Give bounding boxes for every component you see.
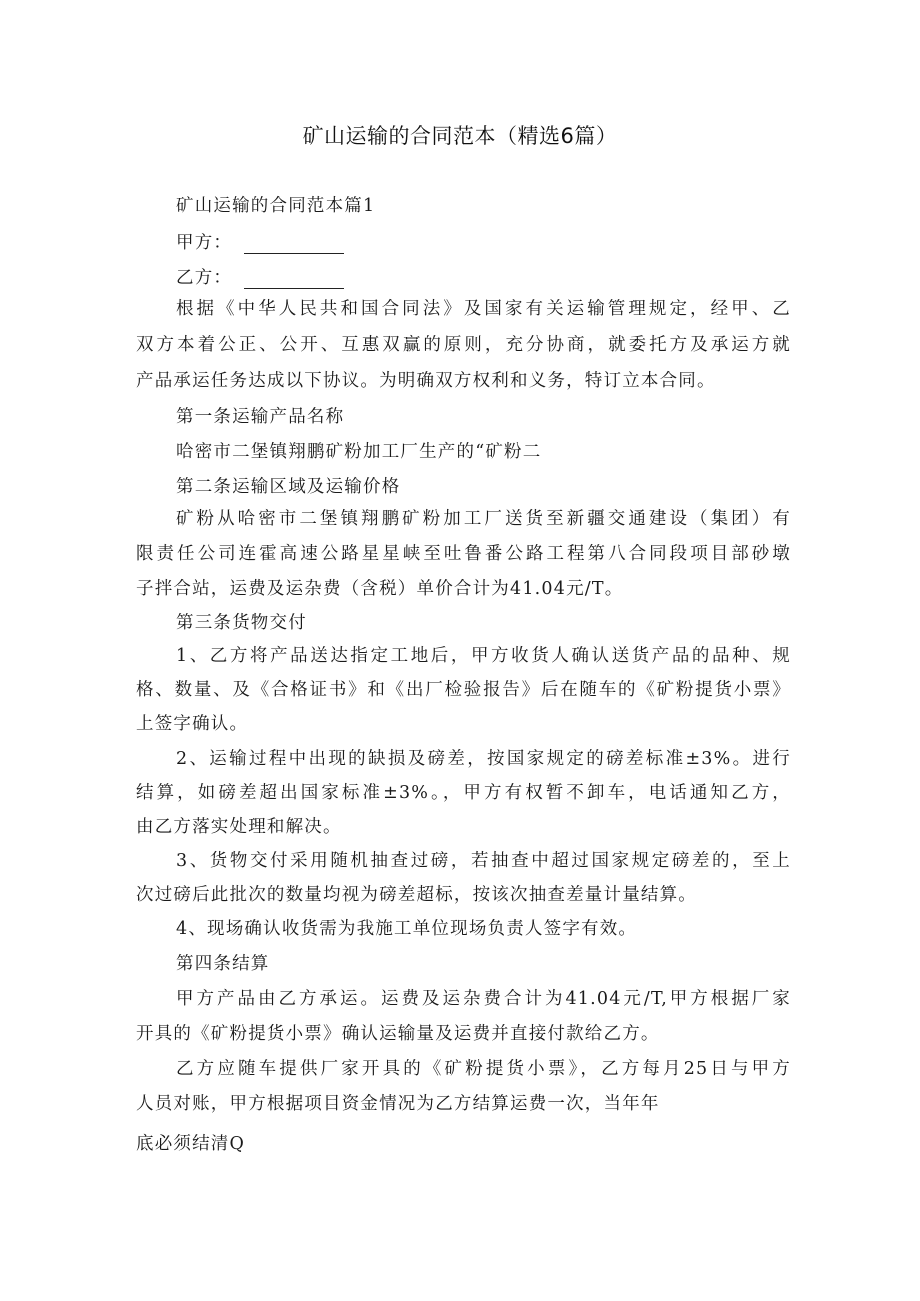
party-b-line [176, 267, 791, 289]
party-b-blank [244, 272, 344, 289]
paragraph-line: 双方本着公正、公开、互惠双赢的原则，充分协商，就委托方及承运方就 [136, 335, 791, 355]
paragraph-line: 3、货物交付采用随机抽查过磅，若抽查中超过国家规定磅差的，至上 [176, 851, 791, 871]
paragraph-line: 上签字确认。 [136, 714, 249, 734]
paragraph-line: 人员对账，甲方根据项目资金情况为乙方结算运费一次，当年年 [136, 1094, 660, 1114]
paragraph-line: 子拌合站，运费及运杂费（含税）单价合计为41.04元/T。 [136, 579, 624, 599]
paragraph-line: 由乙方落实处理和解决。 [136, 817, 342, 837]
document-title: 矿山运输的合同范本（精选6篇） [302, 124, 618, 148]
paragraph-line: 1、乙方将产品送达指定工地后，甲方收货人确认送货产品的品种、规 [176, 646, 791, 666]
paragraph-line: 矿粉从哈密市二堡镇翔鹏矿粉加工厂送货至新疆交通建设（集团）有 [176, 509, 791, 529]
paragraph-line: 产品承运任务达成以下协议。为明确双方权利和义务，特订立本合同。 [136, 371, 716, 391]
paragraph-line: 甲方产品由乙方承运。运费及运杂费合计为41.04元/T,甲方根据厂家 [176, 989, 791, 1009]
paragraph-line: 底必须结清Q [136, 1134, 246, 1154]
paragraph-line: 乙方应随车提供厂家开具的《矿粉提货小票》，乙方每月25日与甲方 [176, 1059, 791, 1079]
party-a-line [176, 232, 791, 254]
paragraph-line: 根据《中华人民共和国合同法》及国家有关运输管理规定，经甲、乙 [176, 299, 791, 319]
paragraph-line: 次过磅后此批次的数量均视为磅差超标，按该次抽查差量计量结算。 [136, 885, 697, 905]
paragraph-line: 开具的《矿粉提货小票》确认运输量及运费并直接付款给乙方。 [136, 1024, 660, 1044]
article-heading: 第一条运输产品名称 [176, 407, 345, 427]
article-heading: 第三条货物交付 [176, 613, 307, 633]
paragraph-line: 限责任公司连霍高速公路星星峡至吐鲁番公路工程第八合同段项目部砂墩 [136, 544, 791, 564]
party-a-label: 甲方： [176, 233, 233, 253]
section-heading: 矿山运输的合同范本篇1 [176, 196, 376, 216]
paragraph-line: 4、现场确认收货需为我施工单位现场负责人签字有效。 [176, 919, 638, 939]
article-heading: 第二条运输区域及运输价格 [176, 477, 401, 497]
party-a-blank [244, 237, 344, 254]
article-heading: 第四条结算 [176, 954, 270, 974]
paragraph-line: 哈密市二堡镇翔鹏矿粉加工厂生产的“矿粉二 [176, 442, 542, 462]
paragraph-line: 格、数量、及《合格证书》和《出厂检验报告》后在随车的《矿粉提货小票》 [136, 680, 791, 700]
paragraph-line: 结算，如磅差超出国家标准±3%。，甲方有权暂不卸车，电话通知乙方， [136, 783, 791, 803]
party-b-label: 乙方： [176, 268, 233, 288]
paragraph-line: 2、运输过程中出现的缺损及磅差，按国家规定的磅差标准±3%。进行 [176, 749, 791, 769]
